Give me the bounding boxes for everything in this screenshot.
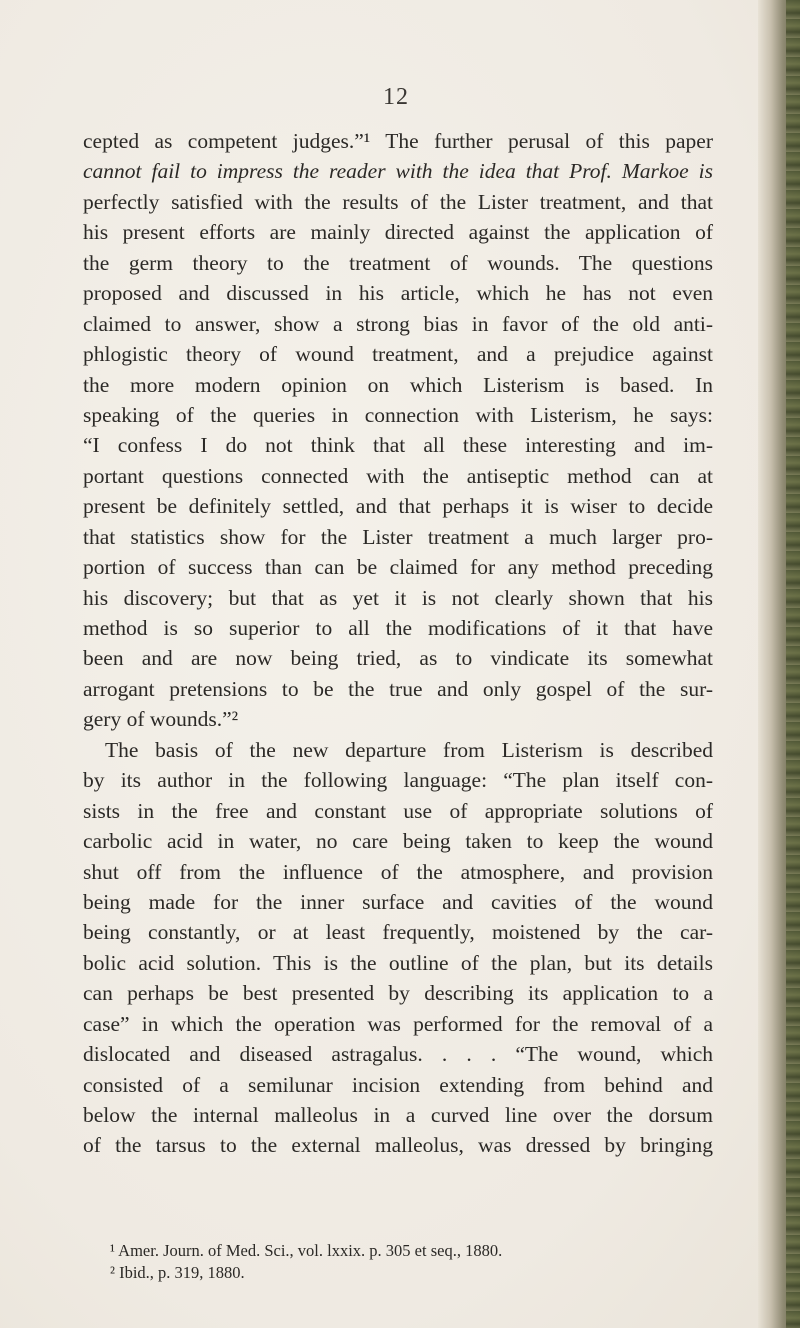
- text-line: shut off from the influence of the atmosphere, and provision: [83, 859, 713, 884]
- text-line: his present efforts are mainly directed against the application of: [83, 220, 713, 245]
- text-line: being made for the inner surface and cavities of the wound: [83, 889, 713, 914]
- binding-strip: [786, 0, 800, 1328]
- text-line: bolic acid solution. This is the outline of the plan, but its details: [83, 950, 713, 975]
- text-line: dislocated and diseased astragalus. . . . “The wound, which: [83, 1042, 713, 1067]
- footnote: ² Ibid., p. 319, 1880.: [110, 1263, 245, 1282]
- footnotes: [110, 1240, 710, 1284]
- text-line: portant questions connected with the antiseptic method can at: [83, 463, 713, 488]
- text-line: the germ theory to the treatment of wounds. The questions: [83, 250, 713, 275]
- text-line: portion of success than can be claimed for any method preceding: [83, 555, 713, 580]
- text-line: gery of wounds.”²: [83, 707, 239, 732]
- text-line: cepted as competent judges.”¹ The further perusal of this paper: [83, 129, 713, 153]
- text-line: of the tarsus to the external malleolus, was dressed by bringing: [83, 1133, 713, 1158]
- text-line: proposed and discussed in his article, which he has not even: [83, 281, 713, 306]
- text-line: below the internal malleolus in a curved line over the dorsum: [83, 1103, 713, 1127]
- text-line: The basis of the new departure from Listerism is described: [105, 737, 713, 762]
- text-line: “I confess I do not think that all these interesting and im-: [83, 433, 713, 458]
- text-line: speaking of the queries in connection with Listerism, he says:: [83, 402, 713, 427]
- text-line: sists in the free and constant use of appropriate solutions of: [83, 798, 713, 823]
- text-line: case” in which the operation was performed for the removal of a: [83, 1011, 713, 1036]
- text-line: consisted of a semilunar incision extending from behind and: [83, 1072, 713, 1097]
- text-line: the more modern opinion on which Listerism is based. In: [83, 372, 713, 397]
- text-line: phlogistic theory of wound treatment, and a prejudice against: [83, 342, 713, 367]
- text-line: carbolic acid in water, no care being taken to keep the wound: [83, 829, 713, 854]
- text-line: been and are now being tried, as to vindicate its somewhat: [83, 646, 713, 671]
- text-line: that statistics show for the Lister treatment a much larger pro-: [83, 524, 713, 549]
- text-line: arrogant pretensions to be the true and only gospel of the sur-: [83, 676, 713, 701]
- text-line: claimed to answer, show a strong bias in favor of the old anti-: [83, 311, 713, 336]
- page-number: 12: [383, 84, 409, 110]
- text-line: cannot fail to impress the reader with the idea that Prof. Markoe is: [83, 159, 713, 184]
- text-line: being constantly, or at least frequently, moistened by the car-: [83, 920, 713, 945]
- text-line: present be definitely settled, and that perhaps it is wiser to decide: [83, 494, 713, 519]
- text-line: his discovery; but that as yet it is not clearly shown that his: [83, 585, 713, 610]
- text-line: method is so superior to all the modifications of it that have: [83, 616, 713, 640]
- text-line: perfectly satisfied with the results of the Lister treatment, and that: [83, 189, 713, 214]
- body-text: [83, 126, 713, 1161]
- text-line: by its author in the following language: “The plan itself con-: [83, 768, 713, 793]
- text-line: can perhaps be best presented by describing its application to a: [83, 981, 713, 1006]
- footnote: ¹ Amer. Journ. of Med. Sci., vol. lxxix. p. 305 et seq., 1880.: [110, 1241, 503, 1260]
